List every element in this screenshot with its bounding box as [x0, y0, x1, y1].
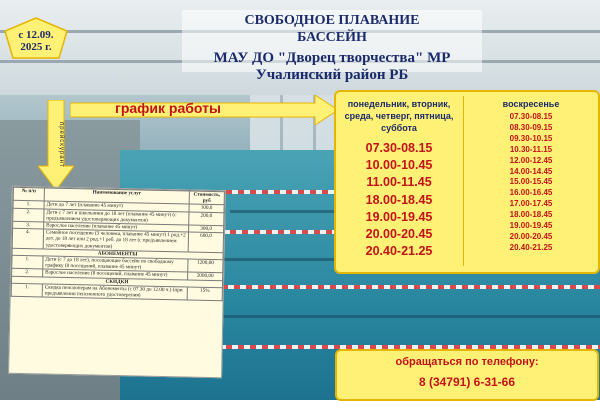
row-number: 3. [13, 221, 44, 229]
row-service: Взрослое население (плавание 45 минут) [44, 222, 189, 232]
lane-line [190, 315, 600, 318]
sunday-time: 08.30-09.15 [509, 122, 553, 132]
sunday-time: 14.00-14.45 [509, 166, 553, 176]
title-block [182, 10, 482, 83]
weekday-time: 10.00-10.45 [365, 158, 433, 173]
title-line-1: СВОБОДНОЕ ПЛАВАНИЕ [244, 13, 420, 28]
row-price: 600,0 [188, 232, 223, 252]
row-number: 2. [13, 208, 44, 222]
row-service: Семейное посещение (3 человека, плавание 45 минут) 1 род.+2 дет. до 18 лет или 2 род.+1 реб. до 18 лет (с предъявлением удостоверяющих документов) [43, 229, 188, 252]
row-price: 15% [187, 287, 222, 301]
sunday-time: 15.00-15.45 [509, 177, 553, 187]
header-price: Стоимость, руб [189, 191, 224, 205]
sunday-column [469, 96, 593, 254]
contact-phone[interactable]: 8 (34791) 6-31-66 [418, 375, 516, 389]
weekday-time: 18.00-18.45 [365, 192, 433, 207]
sunday-time: 20.00-20.45 [509, 231, 553, 241]
sunday-time: 12.00-12.45 [509, 155, 553, 165]
sunday-time: 10.30-11.15 [509, 144, 553, 154]
column-divider [463, 96, 464, 266]
sunday-time: 17.00-17.45 [509, 199, 553, 209]
sunday-header: воскресенье [502, 99, 560, 109]
sunday-time: 18.00-18.45 [509, 210, 553, 220]
row-number: 1. [12, 255, 43, 269]
price-table [11, 187, 225, 302]
header-service: Наименование услуг [44, 188, 189, 204]
sunday-time: 07.30-08.15 [509, 112, 553, 121]
contact-label: обращаться по телефону: [395, 356, 539, 368]
weekday-time: 20.00-20.45 [365, 227, 433, 242]
row-number: 1. [11, 283, 42, 297]
row-service: Взрослое население (8 посещений, плавание 45 минут) [43, 269, 188, 279]
contact-panel [335, 349, 599, 401]
row-service: Дети (с 7 до 18 лет), посещающие бассейн по свободному графику (8 посещений, плавание 45 минут) [43, 256, 188, 272]
badge-line-1: с 12.09. [18, 29, 54, 41]
sunday-time: 16.00-16.45 [509, 188, 553, 198]
weekday-time: 20.40-21.25 [365, 244, 433, 259]
schedule-panel [334, 90, 600, 274]
sunday-time: 20.40-21.25 [509, 242, 553, 252]
row-price: 2000,00 [188, 272, 223, 280]
weekday-header: понедельник, вторник, среда, четверг, пятница, суббота [344, 99, 454, 133]
price-arrow-label: прейскурант [58, 122, 64, 168]
schedule-arrow-label: график работы [115, 100, 221, 116]
price-list-sheet [8, 186, 226, 378]
sunday-time: 09.30-10.15 [509, 133, 553, 143]
weekday-time: 07.30-08.15 [365, 141, 433, 155]
title-line-2: БАССЕЙН [297, 30, 367, 45]
row-price: 1200,00 [188, 259, 223, 273]
date-badge [4, 17, 68, 57]
row-price: 200,0 [189, 212, 224, 226]
sunday-time: 19.00-19.45 [509, 221, 553, 231]
row-price: 300,0 [189, 225, 224, 233]
badge-line-2: 2025 г. [20, 41, 52, 53]
row-number: 1. [13, 201, 44, 209]
title-line-3: МАУ ДО "Дворец творчества" МР Учалинский район РБ [213, 50, 451, 83]
row-service: Скидка пенсионерам на Абонементы (с 07.30 до 12.00 ч.) (при предъявлении пенсионного удостоверения) [42, 284, 187, 300]
section-subscriptions: АБОНЕМЕНТЫ [12, 248, 223, 260]
weekday-time: 11.00-11.45 [366, 175, 432, 190]
row-service: Дети с 7 лет и школьники до 18 лет (плавание 45 минут) (с предъявлением удостоверяющих документов) [44, 209, 189, 225]
lane-rope [180, 285, 600, 289]
section-discounts: СКИДКИ [11, 276, 222, 288]
row-number: 4. [12, 229, 43, 249]
row-number: 2. [12, 269, 43, 277]
weekday-time: 19.00-19.45 [365, 209, 433, 224]
row-price: 100,0 [189, 204, 224, 212]
header-number: № п/п [13, 187, 44, 201]
weekday-column [340, 96, 458, 260]
row-service: Дети до 7 лет (плавание 45 минут) [44, 201, 189, 211]
